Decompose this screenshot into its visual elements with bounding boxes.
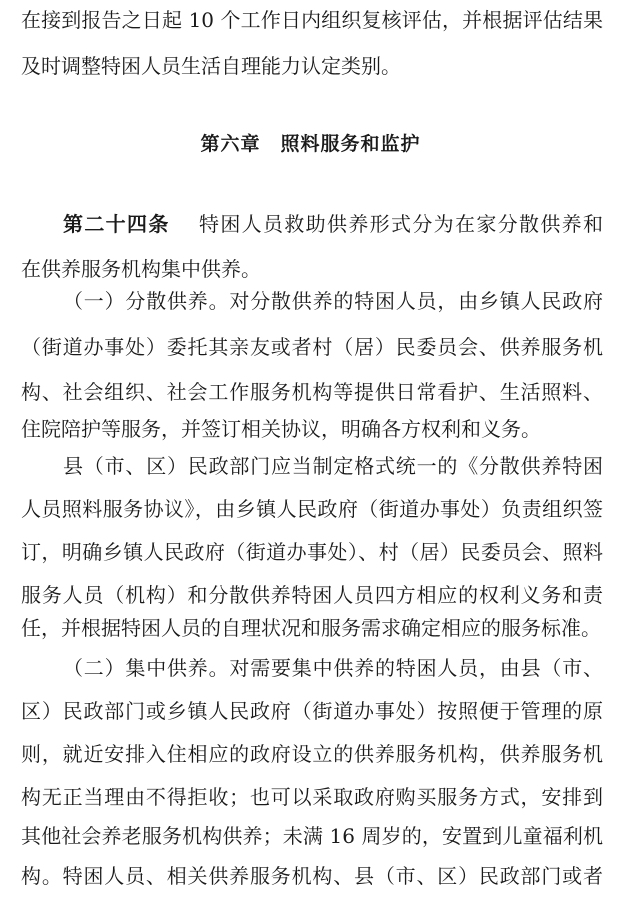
article-text: 特困人员救助供养形式分为在家分散供养和	[197, 212, 603, 236]
text-line: 人员照料服务协议》，由乡镇人民政府（街道办事处）负责组织签	[21, 497, 603, 521]
article-first-line	[63, 210, 603, 238]
text-line: 构、社会组织、社会工作服务机构等提供日常看护、生活照料、	[21, 380, 603, 404]
text-line: 构无正当理由不得拒收；也可以采取政府购买服务方式，安排到	[21, 785, 603, 809]
text-line: 任，并根据特困人员的自理状况和服务需求确定相应的服务标准。	[21, 616, 601, 640]
text-line: 订，明确乡镇人民政府（街道办事处）、村（居）民委员会、照料	[21, 540, 603, 564]
text-line: 则，就近安排入住相应的政府设立的供养服务机构，供养服务机	[21, 742, 603, 766]
text-line: （街道办事处）委托其亲友或者村（居）民委员会、供养服务机	[21, 335, 603, 359]
text-line: 构。特困人员、相关供养服务机构、县（市、区）民政部门或者	[21, 864, 603, 888]
text-line: 其他社会养老服务机构供养；未满 16 周岁的，安置到儿童福利机	[21, 824, 603, 848]
text-line: 县（市、区）民政部门应当制定格式统一的《分散供养特困	[63, 454, 603, 478]
text-line: 住院陪护等服务，并签订相关协议，明确各方权利和义务。	[21, 417, 541, 441]
article-label: 第二十四条	[63, 212, 170, 236]
text-line: 服务人员（机构）和分散供养特困人员四方相应的权利义务和责	[21, 583, 603, 607]
text-line: 及时调整特困人员生活自理能力认定类别。	[21, 54, 401, 78]
text-line: 在接到报告之日起 10 个工作日内组织复核评估，并根据评估结果	[21, 8, 603, 32]
text-line: （二）集中供养。对需要集中供养的特困人员，由县（市、	[63, 656, 603, 680]
text-line: 区）民政部门或乡镇人民政府（街道办事处）按照便于管理的原	[21, 699, 603, 723]
text-line: 在供养服务机构集中供养。	[21, 257, 261, 281]
text-line: （一）分散供养。对分散供养的特困人员，由乡镇人民政府	[63, 289, 603, 313]
chapter-heading: 第六章 照料服务和监护	[200, 133, 421, 155]
